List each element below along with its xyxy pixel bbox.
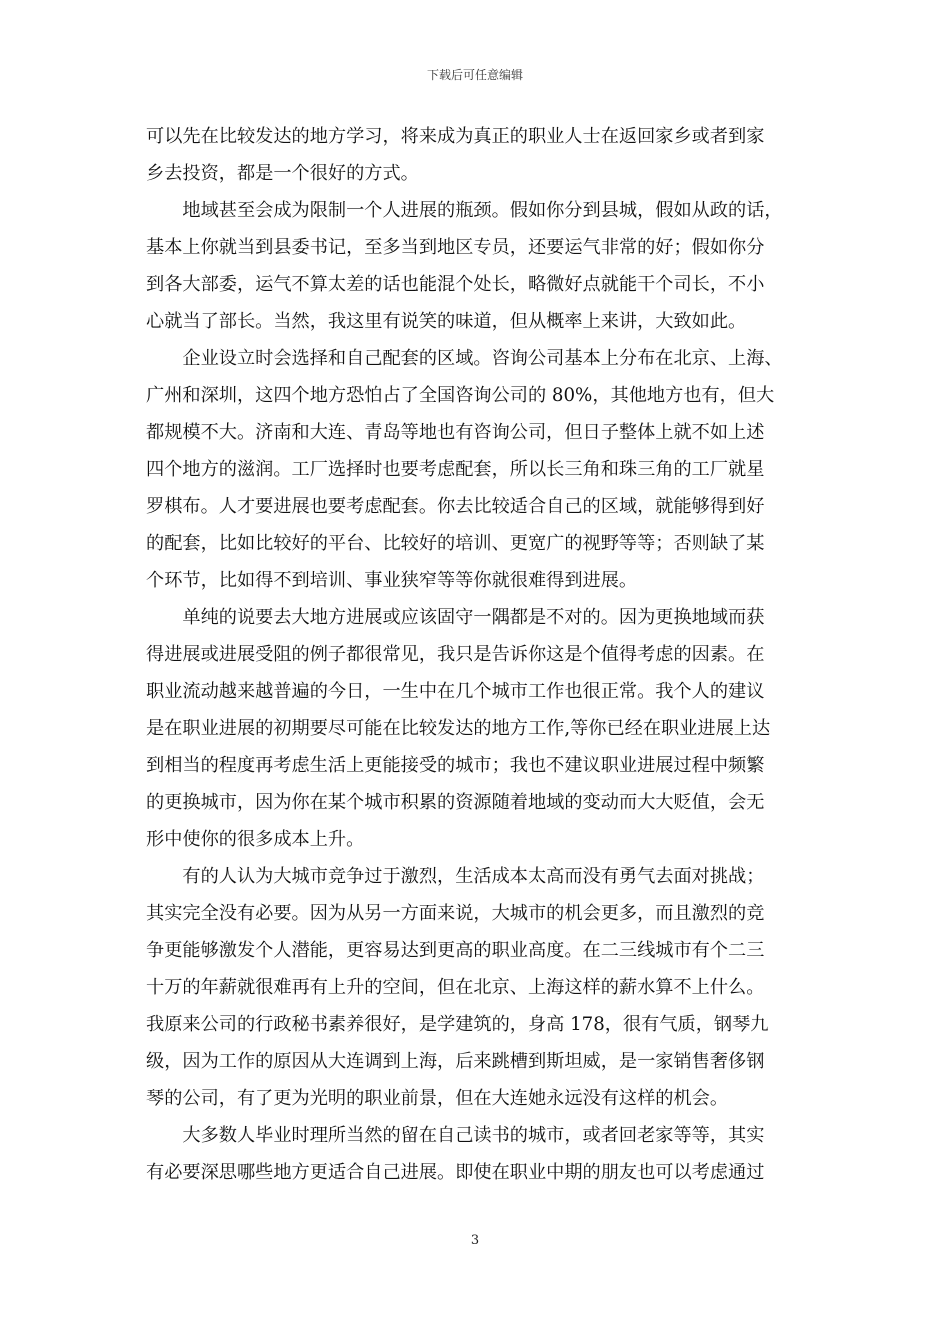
text-line: 广州和深圳，这四个地方恐怕占了全国咨询公司的 80%，其他地方也有，但大 <box>146 385 775 406</box>
page-header-note: 下载后可任意编辑 <box>426 68 523 82</box>
text-line: 个环节，比如得不到培训、事业狭窄等等你就很难得到进展。 <box>146 570 638 591</box>
text-line: 单纯的说要去大地方进展或应该固守一隅都是不对的。因为更换地域而获 <box>146 607 765 628</box>
text-line: 乡去投资，都是一个很好的方式。 <box>146 163 419 184</box>
text-line: 地域甚至会成为限制一个人进展的瓶颈。假如你分到县城，假如从政的话， <box>146 200 783 221</box>
page-number: 3 <box>470 1233 480 1248</box>
text-line: 心就当了部长。当然，我这里有说笑的味道，但从概率上来讲，大致如此。 <box>146 311 747 332</box>
text-line: 大多数人毕业时理所当然的留在自己读书的城市，或者回老家等等，其实 <box>146 1125 765 1146</box>
text-line: 可以先在比较发达的地方学习，将来成为真正的职业人士在返回家乡或者到家 <box>146 126 765 147</box>
text-line: 争更能够激发个人潜能，更容易达到更高的职业高度。在二三线城市有个二三 <box>146 940 765 961</box>
text-line: 形中使你的很多成本上升。 <box>146 829 365 850</box>
text-line: 基本上你就当到县委书记，至多当到地区专员，还要运气非常的好；假如你分 <box>146 237 765 258</box>
text-line: 十万的年薪就很难再有上升的空间，但在北京、上海这样的薪水算不上什么。 <box>146 977 765 998</box>
text-line: 得进展或进展受阻的例子都很常见，我只是告诉你这是个值得考虑的因素。在 <box>146 644 765 665</box>
text-line: 有必要深思哪些地方更适合自己进展。即使在职业中期的朋友也可以考虑通过 <box>146 1162 765 1183</box>
text-line: 四个地方的滋润。工厂选择时也要考虑配套，所以长三角和珠三角的工厂就星 <box>146 459 765 480</box>
text-line: 我原来公司的行政秘书素养很好，是学建筑的，身高 178，很有气质，钢琴九 <box>146 1014 769 1035</box>
text-line: 企业设立时会选择和自己配套的区域。咨询公司基本上分布在北京、上海、 <box>146 348 783 369</box>
text-line: 职业流动越来越普遍的今日，一生中在几个城市工作也很正常。我个人的建议 <box>146 681 765 702</box>
text-line: 级，因为工作的原因从大连调到上海，后来跳槽到斯坦威，是一家销售奢侈钢 <box>146 1051 765 1072</box>
text-line: 到各大部委，运气不算太差的话也能混个处长，略微好点就能干个司长，不小 <box>146 274 765 295</box>
text-line: 都规模不大。济南和大连、青岛等地也有咨询公司，但日子整体上就不如上述 <box>146 422 765 443</box>
text-line: 琴的公司，有了更为光明的职业前景，但在大连她永远没有这样的机会。 <box>146 1088 729 1109</box>
text-line: 罗棋布。人才要进展也要考虑配套。你去比较适合自己的区域，就能够得到好 <box>146 496 765 517</box>
text-line: 是在职业进展的初期要尽可能在比较发达的地方工作,等你已经在职业进展上达 <box>146 718 771 739</box>
text-line: 的更换城市，因为你在某个城市积累的资源随着地域的变动而大大贬值，会无 <box>146 792 765 813</box>
text-line: 到相当的程度再考虑生活上更能接受的城市；我也不建议职业进展过程中频繁 <box>146 755 765 776</box>
text-line: 的配套，比如比较好的平台、比较好的培训、更宽广的视野等等；否则缺了某 <box>146 533 765 554</box>
text-line: 有的人认为大城市竞争过于激烈，生活成本太高而没有勇气去面对挑战； <box>146 866 765 887</box>
text-line: 其实完全没有必要。因为从另一方面来说，大城市的机会更多，而且激烈的竞 <box>146 903 765 924</box>
